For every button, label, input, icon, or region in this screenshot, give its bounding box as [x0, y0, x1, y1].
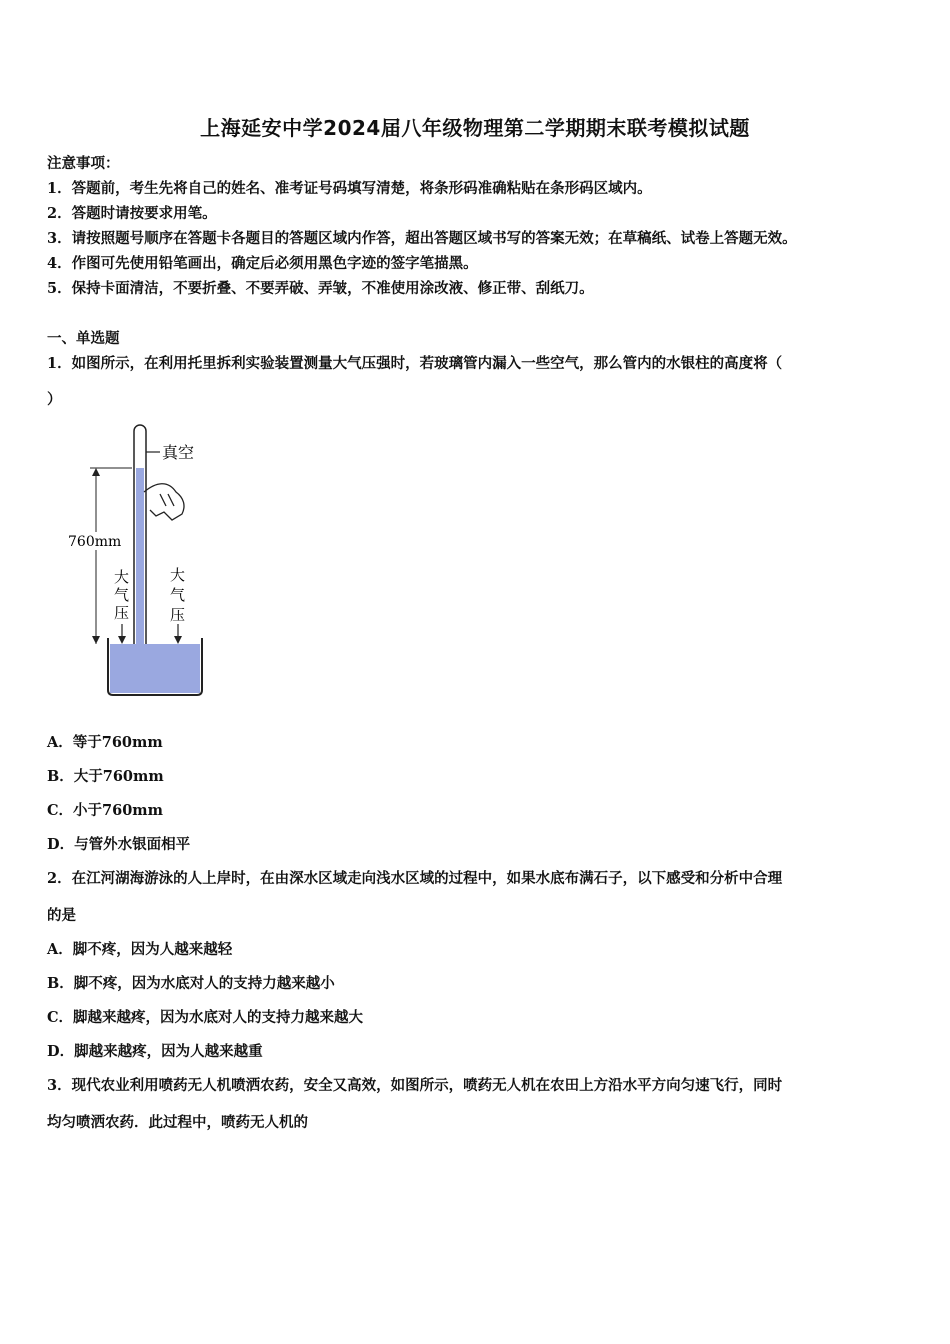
question-3-text-cont: 均匀喷洒农药．此过程中，喷药无人机的 — [47, 1114, 308, 1131]
arrow-down-icon — [174, 636, 182, 644]
question-3-text: 3．现代农业利用喷药无人机喷洒农药，安全又高效，如图所示，喷药无人机在农田上方沿水平方向匀速飞行，同时 — [47, 1077, 783, 1094]
notice-item: 3．请按照题号顺序在答题卡各题目的答题区域内作答，超出答题区域书写的答案无效；在草稿纸、试卷上答题无效。 — [47, 230, 797, 247]
question-2-text-cont: 的是 — [47, 907, 76, 924]
option-a: A．等于760mm — [47, 734, 163, 751]
pressure-char: 气 — [170, 586, 186, 604]
question-1-text: 1．如图所示，在利用托里拆利实验装置测量大气压强时，若玻璃管内漏入一些空气，那么管内的水银柱的高度将（ — [47, 355, 783, 372]
vacuum-label: 真空 — [162, 443, 195, 462]
notice-item: 4．作图可先使用铅笔画出，确定后必须用黑色字迹的签字笔描黑。 — [47, 255, 478, 272]
pressure-char: 压 — [114, 604, 130, 622]
page-title: 上海延安中学2024届八年级物理第二学期期末联考模拟试题 — [200, 116, 750, 140]
pressure-char: 压 — [170, 606, 186, 624]
torricelli-figure — [60, 420, 220, 705]
pressure-char: 气 — [114, 586, 130, 604]
option-a: A．脚不疼，因为人越来越轻 — [47, 941, 233, 958]
option-c: C．脚越来越疼，因为水底对人的支持力越来越大 — [47, 1009, 364, 1026]
notice-item: 2．答题时请按要求用笔。 — [47, 205, 217, 222]
mercury-column — [136, 468, 144, 653]
question-2-text: 2．在江河湖海游泳的人上岸时，在由深水区域走向浅水区域的过程中，如果水底布满石子，以下感受和分析中合理 — [47, 870, 783, 887]
pressure-char: 大 — [114, 568, 130, 586]
option-d: D．与管外水银面相平 — [47, 836, 191, 853]
arrow-up-icon — [92, 468, 100, 476]
section-heading: 一、单选题 — [47, 330, 120, 347]
option-c: C．小于760mm — [47, 802, 163, 819]
arrow-down-icon — [92, 636, 100, 644]
option-b: B．大于760mm — [47, 768, 164, 785]
dish-mercury — [110, 644, 200, 693]
height-label: 760mm — [68, 534, 122, 550]
pressure-char: 大 — [170, 566, 186, 584]
arrow-down-icon — [118, 636, 126, 644]
option-b: B．脚不疼，因为水底对人的支持力越来越小 — [47, 975, 335, 992]
question-1-text-cont: ） — [47, 391, 62, 408]
hand-icon — [144, 484, 184, 520]
option-d: D．脚越来越疼，因为人越来越重 — [47, 1043, 263, 1060]
notice-item: 5．保持卡面清洁，不要折叠、不要弄破、弄皱，不准使用涂改液、修正带、刮纸刀。 — [47, 280, 594, 297]
notice-item: 1．答题前，考生先将自己的姓名、准考证号码填写清楚，将条形码准确粘贴在条形码区域内。 — [47, 180, 652, 197]
notice-heading: 注意事项： — [47, 155, 120, 172]
